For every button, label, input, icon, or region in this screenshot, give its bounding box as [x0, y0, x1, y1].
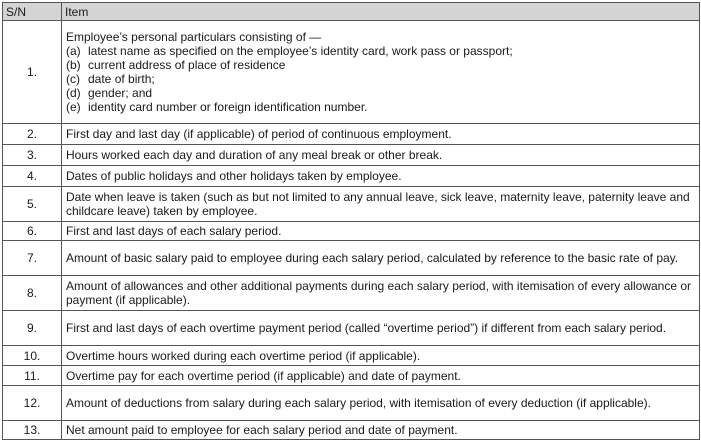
header-row [3, 3, 700, 21]
subitem-text: gender; and [88, 86, 153, 100]
row-sn: 7. [3, 241, 62, 276]
row-item: Hours worked each day and duration of any meal break or other break. [62, 145, 700, 166]
row-item: Amount of allowances and other additional payments during each salary period, with itemisation of every allowance or payment (if applicable). [62, 276, 700, 311]
header-sn: S/N [3, 3, 62, 21]
table-row [3, 124, 700, 145]
subitem-mark: (e) [66, 100, 81, 114]
subitem [66, 100, 695, 114]
row-item: Overtime hours worked during each overtime period (if applicable). [62, 346, 700, 366]
row-sn: 3. [3, 145, 62, 166]
subitem-mark: (d) [66, 86, 81, 100]
subitem-text: date of birth; [88, 72, 155, 86]
row-item: Amount of basic salary paid to employee during each salary period, calculated by reference to the basic rate of pay. [62, 241, 700, 276]
row-item: First day and last day (if applicable) of period of continuous employment. [62, 124, 700, 145]
subitem-text: identity card number or foreign identification number. [88, 100, 368, 114]
row-item: Date when leave is taken (such as but not limited to any annual leave, sick leave, maternity leave, paternity leave and childcare leave) taken by employee. [62, 187, 700, 222]
records-table [2, 2, 700, 440]
row-item: First and last days of each overtime payment period (called “overtime period”) if different from each salary period. [62, 311, 700, 346]
row-sn: 5. [3, 187, 62, 222]
subitem [66, 58, 695, 72]
table-row [3, 366, 700, 386]
row-sn: 9. [3, 311, 62, 346]
subitem [66, 72, 695, 86]
row-item: First and last days of each salary period. [62, 222, 700, 241]
table-row [3, 421, 700, 440]
row-sn: 12. [3, 386, 62, 421]
row-item: Dates of public holidays and other holidays taken by employee. [62, 166, 700, 187]
subitem [66, 86, 695, 100]
table-row [3, 145, 700, 166]
row-item: Net amount paid to employee for each salary period and date of payment. [62, 421, 700, 440]
row-sn: 1. [3, 21, 62, 124]
table-row [3, 311, 700, 346]
row-sn: 13. [3, 421, 62, 440]
row-sn: 8. [3, 276, 62, 311]
row-sn: 11. [3, 366, 62, 386]
subitem-mark: (a) [66, 44, 81, 58]
table-row [3, 21, 700, 124]
row-sn: 4. [3, 166, 62, 187]
subitem-text: latest name as specified on the employee’s identity card, work pass or passport; [88, 44, 513, 58]
table-row [3, 386, 700, 421]
row-sn: 10. [3, 346, 62, 366]
table-row [3, 346, 700, 366]
table-row [3, 241, 700, 276]
row-item [62, 21, 700, 124]
row-sn: 2. [3, 124, 62, 145]
subitem [66, 44, 695, 58]
subitem-mark: (b) [66, 58, 81, 72]
row-sn: 6. [3, 222, 62, 241]
table-row [3, 276, 700, 311]
subitem-mark: (c) [66, 72, 80, 86]
row-item: Overtime pay for each overtime period (if applicable) and date of payment. [62, 366, 700, 386]
subitem-text: current address of place of residence [88, 58, 286, 72]
row-item-intro: Employee’s personal particulars consisting of — [66, 30, 322, 44]
header-item: Item [62, 3, 700, 21]
row-item: Amount of deductions from salary during each salary period, with itemisation of every deduction (if applicable). [62, 386, 700, 421]
table-row [3, 187, 700, 222]
table-row [3, 222, 700, 241]
table-row [3, 166, 700, 187]
